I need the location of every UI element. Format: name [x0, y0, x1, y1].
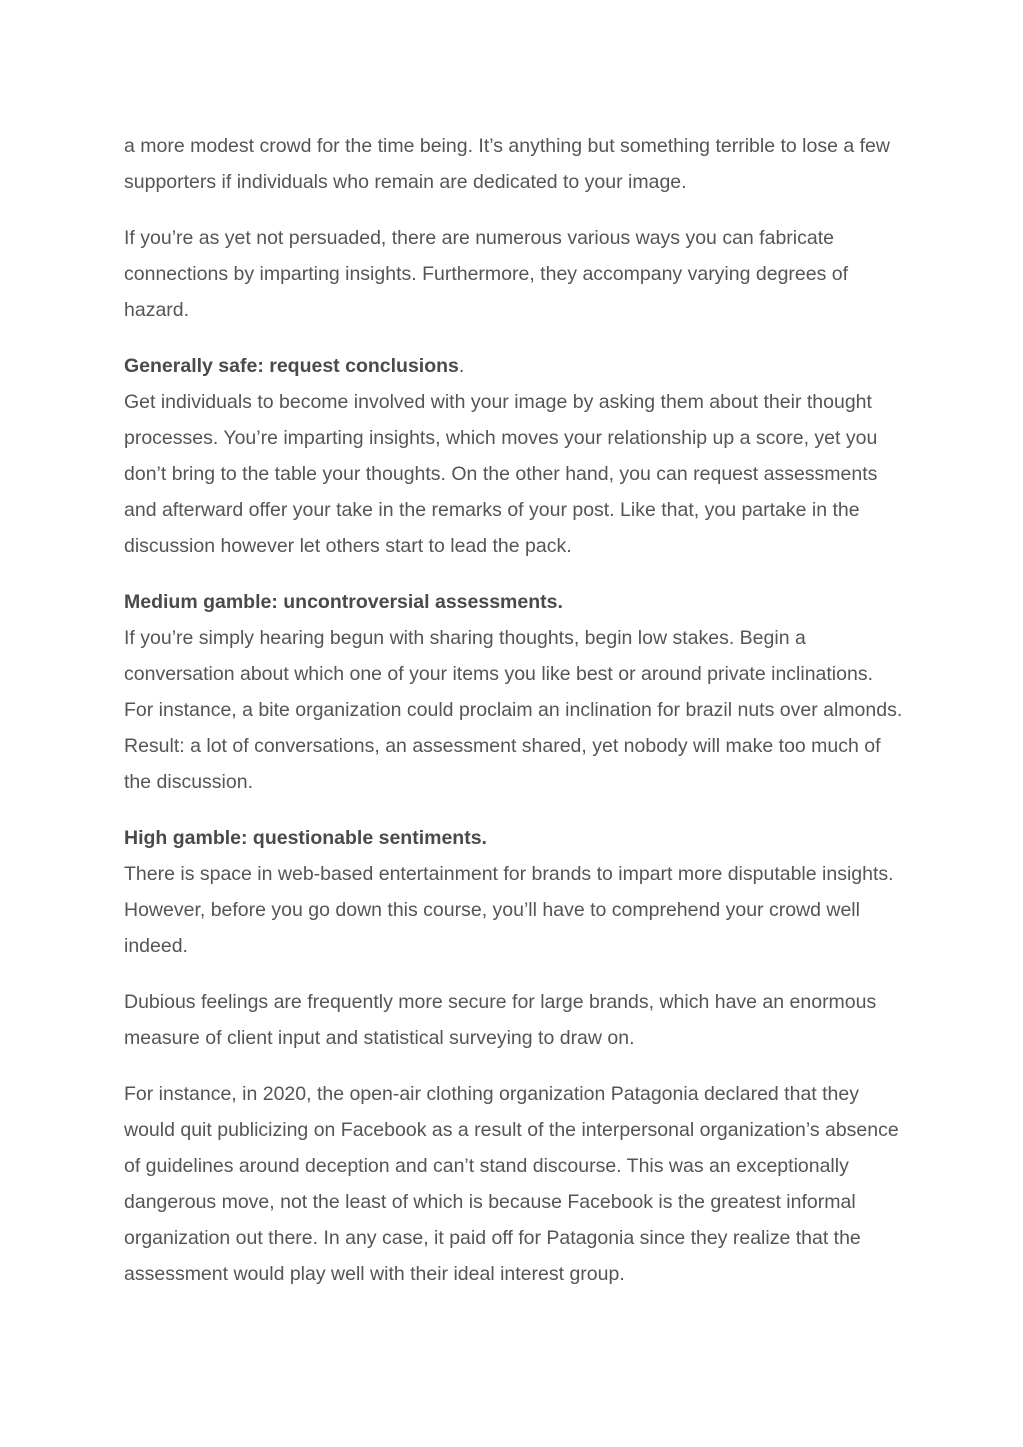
paragraph-persuasion [124, 220, 904, 328]
paragraph-high-gamble [124, 820, 904, 964]
section-heading: High gamble: questionable sentiments. [124, 827, 487, 849]
document-page [124, 128, 904, 1312]
section-heading: Medium gamble: uncontroversial assessments. [124, 591, 563, 613]
paragraph-text: Get individuals to become involved with your image by asking them about their thought processes. You’re imparting insights, which moves your relationship up a score, yet you don’t bring to the table your thoughts. On the other hand, you can request assessments and afterward offer your take in the remarks of your post. Like that, you partake in the discussion however let others start to lead the pack. [124, 391, 878, 557]
paragraph-intro [124, 128, 904, 200]
paragraph-patagonia-example [124, 1076, 904, 1292]
section-heading: Generally safe: request conclusions [124, 355, 459, 377]
paragraph-text: There is space in web-based entertainment for brands to impart more disputable insights. However, before you go down this course, you’ll have to comprehend your crowd well indeed. [124, 863, 894, 957]
paragraph-dubious-feelings [124, 984, 904, 1056]
paragraph-medium-gamble [124, 584, 904, 800]
paragraph-generally-safe [124, 348, 904, 564]
heading-suffix: . [458, 355, 465, 377]
paragraph-text: Dubious feelings are frequently more secure for large brands, which have an enormous measure of client input and statistical surveying to draw on. [124, 991, 877, 1049]
paragraph-text: For instance, in 2020, the open-air clothing organization Patagonia declared that they would quit publicizing on Facebook as a result of the interpersonal organization’s absence of guidelines around deception and can’t stand discourse. This was an exceptionally dangerous move, not the least of which is because Facebook is the greatest informal organization out there. In any case, it paid off for Patagonia since they realize that the assessment would play well with their ideal interest group. [124, 1083, 899, 1285]
paragraph-text: If you’re as yet not persuaded, there are numerous various ways you can fabricate connections by imparting insights. Furthermore, they accompany varying degrees of hazard. [124, 227, 849, 321]
paragraph-text: If you’re simply hearing begun with sharing thoughts, begin low stakes. Begin a conversation about which one of your items you like best or around private inclinations. For instance, a bite organization could proclaim an inclination for brazil nuts over almonds. Result: a lot of conversations, an assessment shared, yet nobody will make too much of the discussion. [124, 627, 903, 793]
paragraph-text: a more modest crowd for the time being. It’s anything but something terrible to lose a few supporters if individuals who remain are dedicated to your image. [124, 135, 890, 193]
